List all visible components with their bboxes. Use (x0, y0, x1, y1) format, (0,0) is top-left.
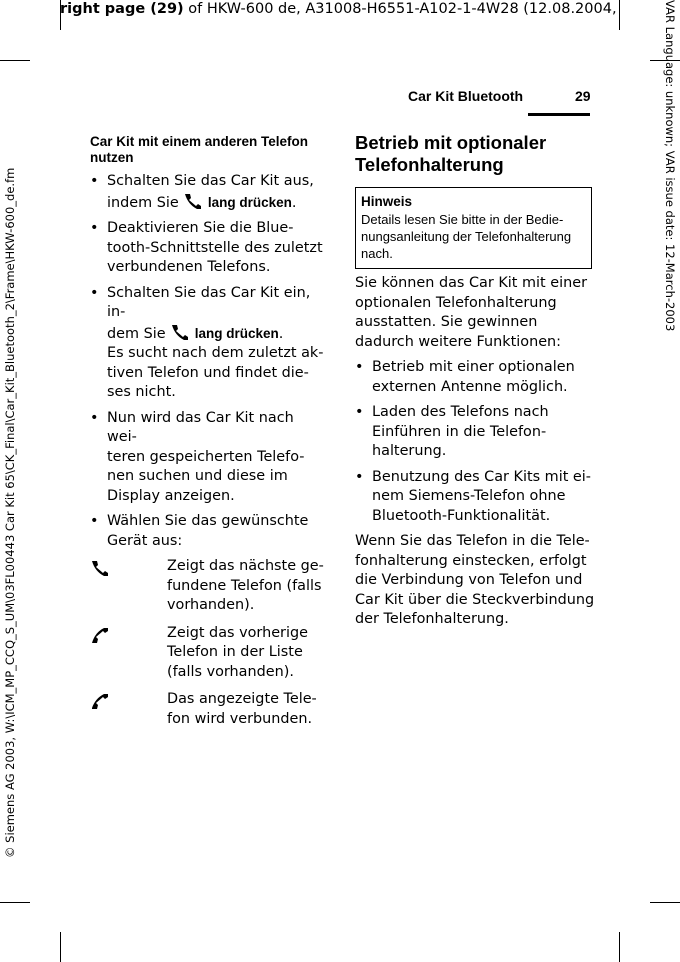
left-margin-info (2, 168, 18, 858)
crop-mark-left-top (0, 60, 30, 61)
right-margin-info (662, 0, 678, 331)
crop-mark-left-bottom (0, 902, 30, 903)
outro-paragraph: Wenn Sie das Telefon in die Tele- fonhalterung einstecken, erfolgt die Verbindung von Telefon und Car Kit über die Steckverbindung der Telefonhalterung. (355, 533, 595, 627)
print-info-rest: of HKW-600 de, A31008-H6551-A102-1-4W28 (12.08.2004, (183, 1, 617, 17)
list-item: • Nun wird das Car Kit nach wei- teren gespeicherten Telefo- nen suchen und diese im Display anzeigen. (90, 409, 328, 507)
end-key-icon (183, 192, 203, 210)
list-item: • Benutzung des Car Kits mit ei- nem Siemens-Telefon ohne Bluetooth-Funktionalität. (355, 468, 595, 527)
end-key-icon (90, 559, 110, 577)
end-key-icon (170, 323, 190, 341)
page-number: 29 (575, 88, 591, 104)
section-heading-other-phone: Car Kit mit einem anderen Telefon nutzen (90, 134, 309, 165)
call-key-down-icon (90, 626, 110, 644)
right-column (355, 132, 595, 630)
key-row-next: Zeigt das nächste ge- fundene Telefon (falls vorhanden). (90, 557, 328, 616)
left-column (90, 134, 328, 729)
list-item: • Deaktivieren Sie die Blue- tooth-Schnittstelle des zuletzt verbundenen Telefons. (90, 219, 328, 278)
list-item: • Schalten Sie das Car Kit ein, in- dem Sie lang drücken. Es sucht nach dem zuletzt ak- tiven Telefon und findet die- ses nicht. (90, 284, 328, 403)
intro-paragraph: Sie können das Car Kit mit einer optionalen Telefonhalterung ausstatten. Sie gewinnen dadurch weitere Funktionen: (355, 275, 587, 350)
key-row-previous: Zeigt das vorherige Telefon in der Liste (falls vorhanden). (90, 624, 328, 683)
right-margin-text: VAR Language: unknown; VAR issue date: 12-March-2003 (663, 0, 677, 332)
note-text: Details lesen Sie bitte in der Bedie- nungsanleitung der Telefonhalterung nach. (361, 212, 572, 261)
header-rule (528, 113, 590, 116)
features-list (355, 358, 595, 526)
steps-list (90, 172, 328, 551)
print-info-line (60, 0, 620, 18)
crop-mark-bottom-left (60, 932, 61, 962)
list-item: • Betrieb mit einer optionalen externen Antenne möglich. (355, 358, 595, 397)
list-item: • Wählen Sie das gewünschte Gerät aus: (90, 512, 328, 551)
note-title: Hinweis (361, 194, 413, 209)
print-info-page: right page (29) (60, 1, 184, 17)
key-row-connect: Das angezeigte Tele- fon wird verbunden. (90, 690, 328, 729)
list-item: • Schalten Sie das Car Kit aus, indem Sie lang drücken. (90, 172, 328, 213)
list-item: • Laden des Telefons nach Einführen in die Telefon- halterung. (355, 403, 595, 462)
left-margin-text: © Siemens AG 2003, W:\ICM_MP_CCQ_S_UM\03FL00443 Car Kit 65\CK_Final\Car_Kit_Bluetooth_2\Frame\HKW-600_de.fm (3, 167, 17, 858)
crop-mark-right-bottom (650, 902, 680, 903)
call-key-icon (90, 692, 110, 710)
crop-mark-bottom-right (619, 932, 620, 962)
running-header-title: Car Kit Bluetooth (408, 88, 524, 104)
section-heading-phone-holder: Betrieb mit optionaler Telefonhalterung (355, 132, 547, 175)
note-box (355, 187, 592, 269)
